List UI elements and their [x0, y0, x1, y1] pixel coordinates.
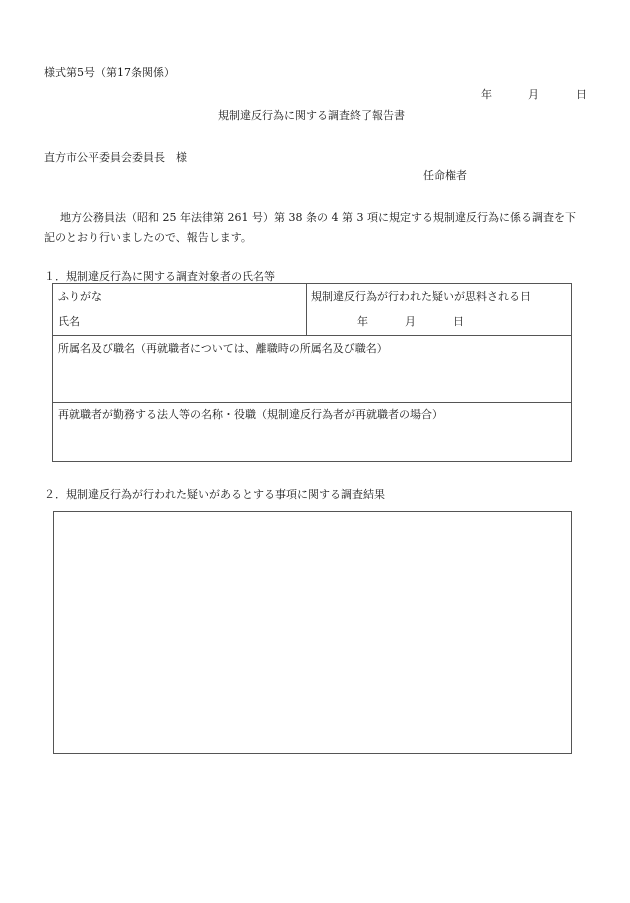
body-text-line-2: 記のとおり行いましたので、報告します。: [44, 231, 252, 244]
suspected-date-label: 規制違反行為が行われた疑いが思料される日: [311, 290, 531, 303]
body-text-line-1: 地方公務員法（昭和 25 年法律第 261 号）第 38 条の 4 第 3 項に規定する規制違反行為に係る調査を下: [60, 211, 576, 224]
furigana-label: ふりがな: [58, 290, 102, 303]
table-row-divider: [52, 335, 572, 336]
form-number: 様式第5号（第17条関係）: [44, 66, 175, 79]
subject-info-table: [52, 283, 572, 462]
suspected-date-year: 年: [357, 315, 368, 328]
document-title: 規制違反行為に関する調査終了報告書: [218, 109, 405, 122]
affiliation-label: 所属名及び職名（再就職者については、離職時の所属名及び職名）: [58, 342, 388, 355]
section1-heading: １．規制違反行為に関する調査対象者の氏名等: [44, 270, 275, 283]
table-column-divider: [306, 283, 307, 335]
section2-heading: ２．規制違反行為が行われた疑いがあるとする事項に関する調査結果: [44, 488, 385, 501]
investigation-result-box: [53, 511, 572, 754]
sender-label: 任命権者: [423, 169, 467, 182]
date-day-label: 日: [576, 88, 587, 101]
date-month-label: 月: [528, 88, 539, 101]
table-row-divider: [52, 402, 572, 403]
suspected-date-day: 日: [453, 315, 464, 328]
date-year-label: 年: [481, 88, 492, 101]
addressee: 直方市公平委員会委員長 様: [44, 151, 187, 164]
name-label: 氏名: [58, 315, 80, 328]
reemployer-label: 再就職者が勤務する法人等の名称・役職（規制違反行為者が再就職者の場合）: [58, 408, 443, 421]
suspected-date-month: 月: [405, 315, 416, 328]
